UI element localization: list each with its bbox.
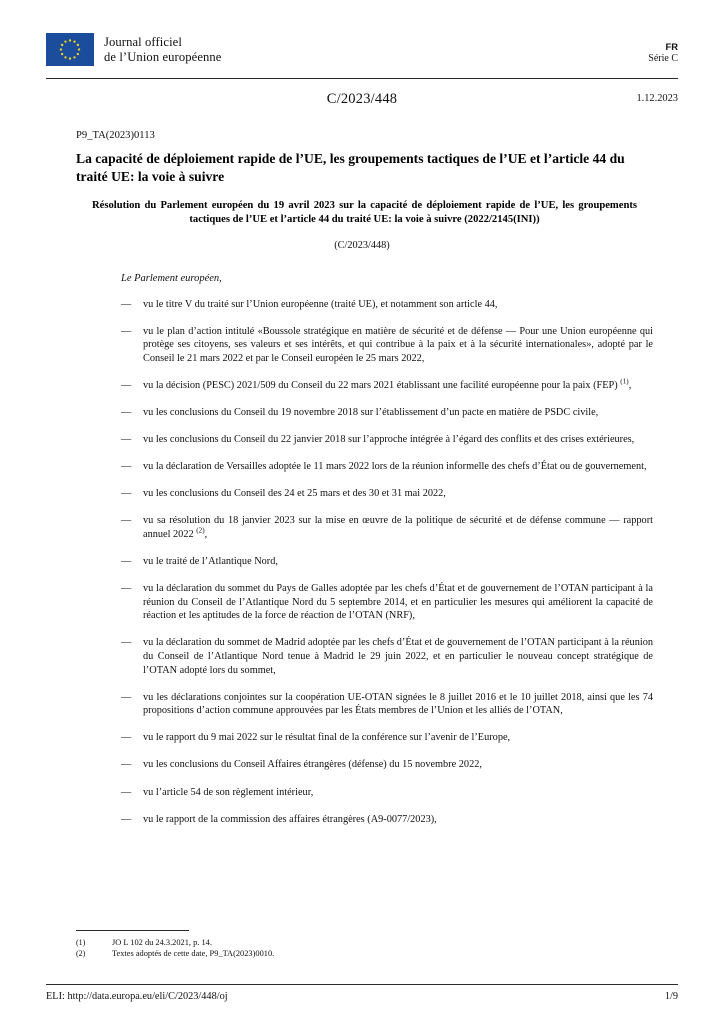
recital-item — [121, 298, 653, 312]
em-dash-marker: — — [121, 515, 132, 527]
recital-item — [121, 582, 653, 623]
recital-item — [121, 487, 653, 501]
recital-text: vu le plan d’action intitulé «Boussole stratégique en matière de sécurité et de défense — Pour une Union européenne qui protège ses citoyens, ses valeurs et ses intérêts, et qui contribue à la paix et à la sécurité internationales», adopté par le Conseil le 21 mars 2022 et par le Conseil européen le 25 mars 2022, — [143, 325, 653, 364]
masthead — [46, 0, 678, 73]
recital-text: vu les conclusions du Conseil du 19 novembre 2018 sur l’établissement d’un pacte en matière de PSDC civile, — [143, 406, 599, 418]
masthead-left — [46, 33, 222, 66]
recital-item — [121, 406, 653, 420]
recital-text: vu les déclarations conjointes sur la coopération UE-OTAN signées le 8 juillet 2016 et le 10 juillet 2018, ainsi que les 74 propositions d’action commune approuvées par les États membres de l’Union et les alliés de l’OTAN, — [143, 691, 653, 717]
sub-document-number: (C/2023/448) — [334, 240, 390, 251]
journal-title-line2: de l’Union européenne — [104, 49, 222, 64]
footnotes — [76, 930, 476, 959]
em-dash-marker: — — [121, 379, 132, 391]
recital-text: vu le rapport du 9 mai 2022 sur le résultat final de la conférence sur l’avenir de l’Europe, — [143, 732, 511, 744]
footnote-text: Textes adoptés de cette date, P9_TA(2023)0010. — [112, 949, 275, 959]
em-dash-marker: — — [121, 732, 132, 744]
footnote-marker: (1) — [76, 938, 86, 947]
document-body — [76, 273, 653, 826]
recital-item — [121, 758, 653, 772]
recital-text: vu la déclaration du sommet du Pays de Galles adoptée par les chefs d’État et de gouvernement de l’OTAN participant à la réunion du Conseil de l’Atlantique Nord du 5 septembre 2014, et en particulier les mesures qui améliorent la capacité de réaction et les aptitudes de la force de réaction de l’OTAN (NRF), — [143, 583, 653, 622]
eu-flag-icon — [46, 33, 94, 66]
recital-item — [121, 813, 653, 827]
em-dash-marker: — — [121, 759, 132, 771]
recital-item — [121, 325, 653, 366]
header-divider — [46, 78, 678, 79]
em-dash-marker: — — [121, 298, 132, 310]
recital-item — [121, 379, 653, 393]
em-dash-marker: — — [121, 813, 132, 825]
footer-divider — [46, 984, 678, 985]
recital-item — [121, 433, 653, 447]
recital-text: vu les conclusions du Conseil du 22 janvier 2018 sur l’approche intégrée à l’égard des conflits et des crises extérieures, — [143, 434, 635, 446]
page-content — [46, 0, 678, 1024]
recital-text: vu le traité de l’Atlantique Nord, — [143, 556, 278, 568]
document-number: C/2023/448 — [326, 91, 398, 107]
em-dash-marker: — — [121, 406, 132, 418]
em-dash-marker: — — [121, 325, 132, 337]
recital-item — [121, 786, 653, 800]
recital-text: vu la décision (PESC) 2021/509 du Conseil du 22 mars 2021 établissant une facilité européenne pour la paix (FEP) $^{(1)}$, — [143, 377, 632, 391]
em-dash-marker: — — [121, 434, 132, 446]
em-dash-marker: — — [121, 556, 132, 568]
publication-date: 1.12.2023 — [636, 93, 678, 104]
footnote-item — [76, 948, 476, 959]
footnote-text: JO L 102 du 24.3.2021, p. 14. — [112, 938, 212, 947]
ta-reference: P9_TA(2023)0113 — [76, 130, 155, 141]
recital-text: vu sa résolution du 18 janvier 2023 sur la mise en œuvre de la politique de sécurité et de défense commune — rapport annuel 2022 $^{(2)}$, — [143, 515, 653, 540]
page-title: La capacité de déploiement rapide de l’UE, les groupements tactiques de l’UE et l’article 44 du traité UE: la voie à suivre — [76, 151, 625, 184]
footnote-item — [76, 937, 476, 948]
language-code: FR — [665, 41, 678, 52]
recital-text: vu la déclaration du sommet de Madrid adoptée par les chefs d’État et de gouvernement de l’OTAN participant à la réunion du Conseil de l’Atlantique Nord tenue à Madrid le 29 juin 2022, et en particulier le nouveau concept stratégique de l’OTAN adopté lors du sommet, — [143, 637, 653, 676]
recital-item — [121, 691, 653, 718]
recital-text: vu la déclaration de Versailles adoptée le 11 mars 2022 lors de la réunion informelle des chefs d’État ou de gouvernement, — [143, 461, 647, 473]
em-dash-marker: — — [121, 691, 132, 703]
journal-title — [104, 35, 222, 64]
recital-text: vu l’article 54 de son règlement intérieur, — [143, 786, 314, 798]
recital-text: vu le titre V du traité sur l’Union européenne (traité UE), et notamment son article 44, — [143, 298, 498, 310]
recital-text: vu les conclusions du Conseil des 24 et 25 mars et des 30 et 31 mai 2022, — [143, 488, 446, 500]
recital-item — [121, 636, 653, 677]
body-intro: Le Parlement européen, — [121, 273, 222, 284]
footnote-divider — [76, 930, 189, 931]
eli-link[interactable]: ELI: http://data.europa.eu/eli/C/2023/448/oj — [46, 991, 228, 1002]
masthead-right — [648, 33, 678, 64]
footnote-list — [76, 937, 476, 959]
recital-item — [121, 555, 653, 569]
series-label: Série C — [648, 52, 678, 64]
footnote-marker: (2) — [76, 949, 86, 959]
recital-item — [121, 731, 653, 745]
em-dash-marker: — — [121, 637, 132, 649]
footnote-reference[interactable]: (1) — [620, 377, 629, 386]
journal-title-line1: Journal officiel — [104, 35, 182, 50]
footnote-reference[interactable]: (2) — [196, 526, 205, 535]
recital-item — [121, 514, 653, 541]
em-dash-marker: — — [121, 461, 132, 473]
resolution-subtitle: Résolution du Parlement européen du 19 avril 2023 sur la capacité de déploiement rapide de l’UE, les groupements tactiques de l’UE et l’article 44 du traité UE: la voie à suivre (2022/2145(INI)) — [92, 200, 637, 225]
recital-text: vu le rapport de la commission des affaires étrangères (A9-0077/2023), — [143, 813, 437, 825]
document-id-row — [46, 91, 678, 113]
footer-row — [46, 991, 678, 1002]
page-footer — [46, 984, 678, 1002]
em-dash-marker: — — [121, 786, 132, 798]
em-dash-marker: — — [121, 583, 132, 595]
recital-text: vu les conclusions du Conseil Affaires étrangères (défense) du 15 novembre 2022, — [143, 759, 482, 771]
page-number: 1/9 — [664, 991, 678, 1002]
em-dash-marker: — — [121, 488, 132, 500]
recital-list — [76, 298, 653, 827]
recital-item — [121, 460, 653, 474]
